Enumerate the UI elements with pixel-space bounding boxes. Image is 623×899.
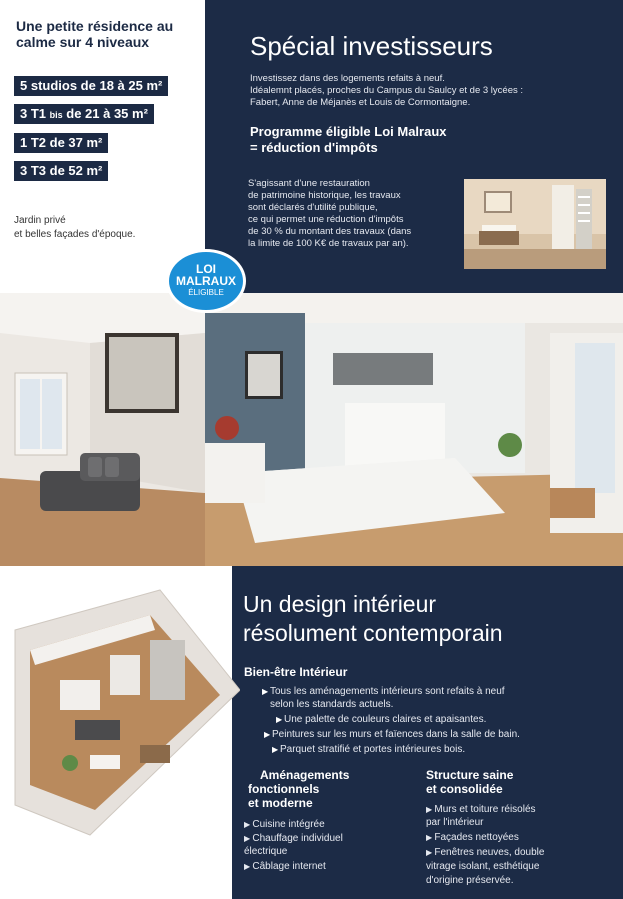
intro-title: Une petite résidence au calme sur 4 niveaux (16, 18, 174, 50)
unit-t1bis-a: 3 T1 (20, 106, 50, 121)
bedroom-photo (205, 293, 623, 566)
wellbeing-item: ▶ Tous les aménagements intérieurs sont refaits à neuf (262, 686, 505, 697)
restauration-line: S'agissant d'une restauration (248, 178, 370, 189)
col2-title-line: et consolidée (426, 782, 503, 796)
col1-title-line: fonctionnels (248, 782, 320, 796)
bathroom-photo (464, 179, 606, 269)
wellbeing-item-text: selon les standards actuels. (270, 699, 394, 710)
col2-item (426, 816, 484, 829)
col2-item-text: Façades nettoyées (434, 832, 519, 843)
wellbeing-item: ▶ Peintures sur les murs et faïences dans la salle de bain. (264, 729, 520, 740)
loi-malraux-badge (166, 249, 246, 313)
col2-item-text: par l'intérieur (426, 817, 484, 828)
living-room-photo (0, 293, 205, 566)
wellbeing-item-text: Parquet stratifié et portes intérieures bois. (280, 744, 466, 755)
col2-item (426, 860, 539, 873)
col2-item-text: vitrage isolant, esthétique (426, 861, 540, 872)
investors-title: Spécial investisseurs (250, 31, 493, 61)
restauration-line: la limite de 100 K€ de travaux par an). (248, 238, 409, 249)
col1-item: ▶ Cuisine intégrée (244, 819, 325, 830)
garden-line-1: Jardin privé (14, 215, 66, 226)
unit-t1bis (14, 104, 154, 124)
col1-item-text: Chauffage individuel (252, 833, 343, 844)
garden-text (14, 214, 204, 242)
col1-title (248, 768, 349, 810)
restauration-line: sont déclarés d'utilité publique, (248, 202, 378, 213)
col2-item-text: d'origine préservée. (426, 875, 514, 886)
restauration-line: ce qui permet une réduction d'impôts (248, 214, 404, 225)
badge-line-3: ÉLIGIBLE (188, 288, 224, 297)
unit-t1bis-bis: bis (49, 110, 63, 120)
col1-item-text: Câblage internet (252, 861, 326, 872)
col1-item-text: électrique (244, 846, 288, 857)
col2-title (426, 768, 513, 796)
wellbeing-item-text: Une palette de couleurs claires et apaisantes. (284, 714, 487, 725)
col2-item-text: Fenêtres neuves, double (434, 847, 545, 858)
unit-studios: 5 studios de 18 à 25 m² (14, 76, 168, 96)
col2-title-line: Structure saine (426, 768, 514, 782)
col2-item-text: Murs et toiture réisolés (434, 804, 536, 815)
col1-item-text: Cuisine intégrée (252, 819, 325, 830)
col2-item (426, 874, 514, 887)
col1-item: ▶ Chauffage individuel (244, 833, 343, 844)
col2-item: ▶ Fenêtres neuves, double (426, 847, 545, 858)
design-title-line-2: résolument contemporain (243, 620, 503, 646)
wellbeing-item: ▶ Une palette de couleurs claires et apaisantes. (276, 714, 487, 725)
desc-line-1: Investissez dans des logements refaits à neuf. (250, 73, 445, 84)
garden-line-2: et belles façades d'époque. (14, 229, 136, 240)
unit-t2: 1 T2 de 37 m² (14, 133, 108, 153)
unit-t3: 3 T3 de 52 m² (14, 161, 108, 181)
col2-item: ▶ Murs et toiture réisolés (426, 804, 536, 815)
col1-item: ▶ Câblage internet (244, 861, 326, 872)
program-line-2: = réduction d'impôts (250, 140, 378, 155)
wellbeing-item-text: Tous les aménagements intérieurs sont refaits à neuf (270, 686, 505, 697)
col1-title-line: Aménagements (260, 768, 350, 782)
restauration-line: de 30 % du montant des travaux (dans (248, 226, 412, 237)
investors-description (250, 73, 595, 109)
design-title-line-1: Un design intérieur (243, 591, 437, 617)
col2-item: ▶ Façades nettoyées (426, 832, 519, 843)
badge-line-1: LOI (196, 262, 216, 276)
unit-t1bis-b: de 21 à 35 m² (62, 106, 148, 121)
wellbeing-item (270, 699, 393, 712)
restauration-text (248, 178, 460, 250)
program-title (250, 124, 550, 156)
wellbeing-item: ▶ Parquet stratifié et portes intérieures bois. (272, 744, 466, 755)
badge-line-2: MALRAUX (176, 274, 236, 288)
wellbeing-item-text: Peintures sur les murs et faïences dans la salle de bain. (272, 729, 520, 740)
col1-title-line: et moderne (248, 796, 313, 810)
design-title (243, 590, 613, 648)
restauration-line: de patrimoine historique, les travaux (248, 190, 401, 201)
floorplan-3d-image (0, 570, 240, 870)
program-line-1: Programme éligible Loi Malraux (250, 124, 447, 139)
desc-line-2: Idéalemnt placés, proches du Campus du Saulcy et de 3 lycées : (250, 85, 524, 96)
col1-item (244, 845, 287, 858)
desc-line-3: Fabert, Anne de Méjanès et Louis de Cormontaigne. (250, 97, 471, 108)
wellbeing-title: Bien-être Intérieur (244, 665, 348, 679)
